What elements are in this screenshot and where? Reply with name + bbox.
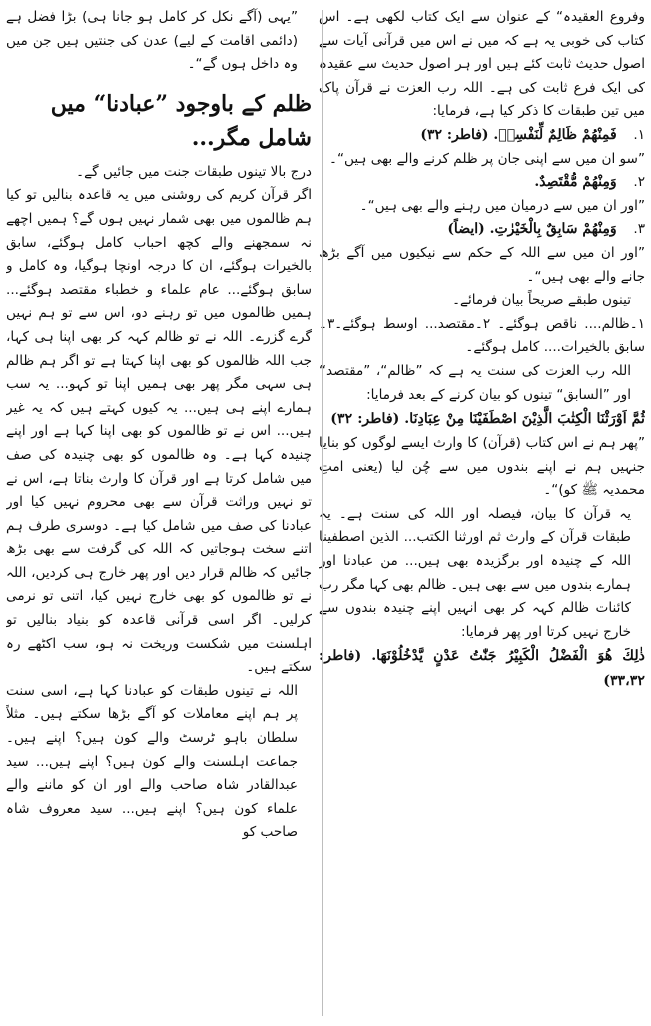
item-number: ۳. bbox=[633, 221, 645, 238]
arabic-verse: وَمِنْهُمْ سَابِقٌ بِالْخَيْرٰتِ. (ایضاً) bbox=[447, 221, 617, 238]
body-paragraph-1: درج بالا تینوں طبقات جنت میں جائیں گے۔ bbox=[76, 163, 312, 180]
verse-item-3 bbox=[319, 218, 645, 242]
arabic-verse: فَمِنْهُمْ ظَالِمٌ لِّنَفْسِهٖ. (فاطر: ۳۲) bbox=[420, 126, 617, 143]
body-paragraph-3: اللہ نے تینوں طبقات کو عبادنا کہا ہے، اسی سنت پر ہم اپنے معاملات کو آگے بڑھا سکتے ہیں۔ مثلاً سلطان باہو ٹرسٹ والے کون ہیں؟ اپنے ہیں۔ جماعت اہلسنت والے کون ہیں؟ اپنے ہیں... سید عبدالقادر شاہ صاحب والے اور ان کو ماننے والے علماء کون ہیں؟ اپنے ہیں... سید معروف شاہ صاحب کو bbox=[6, 682, 298, 841]
final-verse: ذٰلِكَ هُوَ الْفَضْلُ الْكَبِيْرُ جَنّٰتُ عَدْنٍ يَّدْخُلُوْنَهَا. (فاطر: ۳۳،۳۲) bbox=[319, 648, 645, 690]
right-column bbox=[319, 6, 645, 1020]
inherit-verse: ثُمَّ اَوْرَثْنَا الْكِتٰبَ الَّذِيْنَ اصْطَفَيْنَا مِنْ عِبَادِنَا. (فاطر: ۳۲) bbox=[330, 411, 645, 428]
verse-translation: ”سو ان میں سے اپنی جان پر ظلم کرنے والے بھی ہیں“۔ bbox=[329, 150, 645, 167]
item-number: ۱. bbox=[633, 126, 645, 143]
arabic-verse: وَمِنْهُمْ مُّقْتَصِدٌ. bbox=[534, 174, 617, 191]
continuation-paragraph: ”یہی (آگے نکل کر کامل ہو جانا ہی) بڑا فضل ہے (دائمی اقامت کے لیے) عدن کی جنتیں ہیں جن میں وہ داخل ہوں گے“۔ bbox=[6, 9, 298, 73]
verse-translation: ”اور ان میں سے اللہ کے حکم سے نیکیوں میں آگے بڑھ جانے والے بھی ہیں“۔ bbox=[319, 244, 645, 285]
inherit-verse-translation: ”پھر ہم نے اس کتاب (قرآن) کا وارث ایسے لوگوں کو بنایا جنہیں ہم نے اپنے بندوں میں سے چُن لیا (یعنی امتِ محمدیہ ﷺ کو)“۔ bbox=[319, 435, 645, 499]
three-classes-paragraph: تینوں طبقے صریحاً بیان فرمائے۔ bbox=[452, 292, 631, 309]
conclusion-paragraph: یہ قرآن کا بیان، فیصلہ اور اللہ کی سنت ہے۔ یہ طبقات قرآن کے وارث ثم اورثنا الکتب... الذین اصطفینا اللہ کے چنیدہ اور برگزیدہ بھی ہیں... من عبادنا اور ہمارے بندوں میں سے بھی ہیں۔ ظالم بھی کہا مگر رب کائنات ظالم کہہ کر بھی انہیں اپنے چنیدہ بندوں سے خارج نہیں کرتا اور پھر فرمایا: bbox=[319, 505, 631, 640]
left-column bbox=[6, 6, 312, 1020]
verse-translation: ”اور ان میں سے درمیان میں رہنے والے بھی ہیں“۔ bbox=[359, 197, 645, 214]
definitions-paragraph: ۱۔ظالم.... ناقص ہوگئے۔ ۲۔مقتصد... اوسط ہوگئے۔۳۔سابق بالخیرات.... کامل ہوگئے۔ bbox=[319, 315, 645, 356]
intro-paragraph: وفروع العقیدہ“ کے عنوان سے ایک کتاب لکھی ہے۔ اس کتاب کی خوبی یہ ہے کہ میں نے اس میں قرآنی آیات سے اصول حدیث ثابت کئے ہیں اور ہر اصول حدیث سے عقیدہ کی ایک فرع ثابت کی ہے۔ اللہ رب العزت نے قرآن پاک میں تین طبقات کا ذکر کیا ہے، فرمایا: bbox=[319, 9, 645, 120]
sunnah-paragraph: اللہ رب العزت کی سنت یہ ہے کہ ”ظالم“، ”مقتصد“ اور ”السابق“ تینوں کو بیان کرنے کے بعد فرمایا: bbox=[319, 362, 631, 403]
section-heading: ظلم کے باوجود ”عبادنا“ میں شامل مگر... bbox=[50, 90, 312, 151]
verse-item-2 bbox=[319, 171, 645, 195]
item-number: ۲. bbox=[633, 174, 645, 191]
column-divider bbox=[322, 10, 323, 1016]
body-paragraph-2: اگر قرآن کریم کی روشنی میں یہ قاعدہ بنالیں تو کیا ہم ظالموں میں بھی شمار نہیں ہوں گے؟ ہمیں اچھے نہ سمجھنے والے کچھ احباب کامل ہوگئے، سابق بالخیرات ہوگئے، ان کا درجہ اونچا ہوگیا، وہ کامل و سابق ہوگئے... عام علماء و خطباء مقتصد ہوگئے... ہمیں ظالموں میں تو رہنے دو، اس سے تو ہم نہیں گرے گزرے۔ اللہ نے تو ظالم کہہ کر بھی اپنا ہی کہا، جب اللہ ظالموں کو بھی اپنا کہتا ہے تو اگر ہم ظالم ہی سہی مگر پھر بھی ہمیں اپنا تو کہو... یہ سب ہمارے اپنے ہی ہیں... یہ کیوں کہتے ہیں کہ یہ غیر ہیں... اس نے تو ظالموں کو بھی اپنا کہا ہے اور اپنے چنیدہ کہا ہے۔ وہ ظالموں کو بھی چنیدہ کی صف میں شامل کرتا ہے اور قرآن کا وارث بناتا ہے، اس نے تو نہیں وراثت قرآن سے بھی محروم نہیں کیا اور عبادنا کی صف میں شامل کیا ہے۔ دوسری طرف ہم اتنے سخت ہوجاتیں کہ اللہ کی گرفت سے بھی بڑھ جائیں کہ ظالم قرار دیں اور پھر خارج ہی کردیں، اللہ نے تو ظالموں کو بھی خارج نہیں کیا، اتنی تو نرمی کرلیں۔ اگر اسی قرآنی قاعدہ کو بنیاد بنالیں تو اہلسنت میں شکست وریخت نہ ہو، سب اکٹھے رہ سکتے ہیں۔ bbox=[6, 187, 312, 676]
verse-item-1 bbox=[319, 124, 645, 148]
